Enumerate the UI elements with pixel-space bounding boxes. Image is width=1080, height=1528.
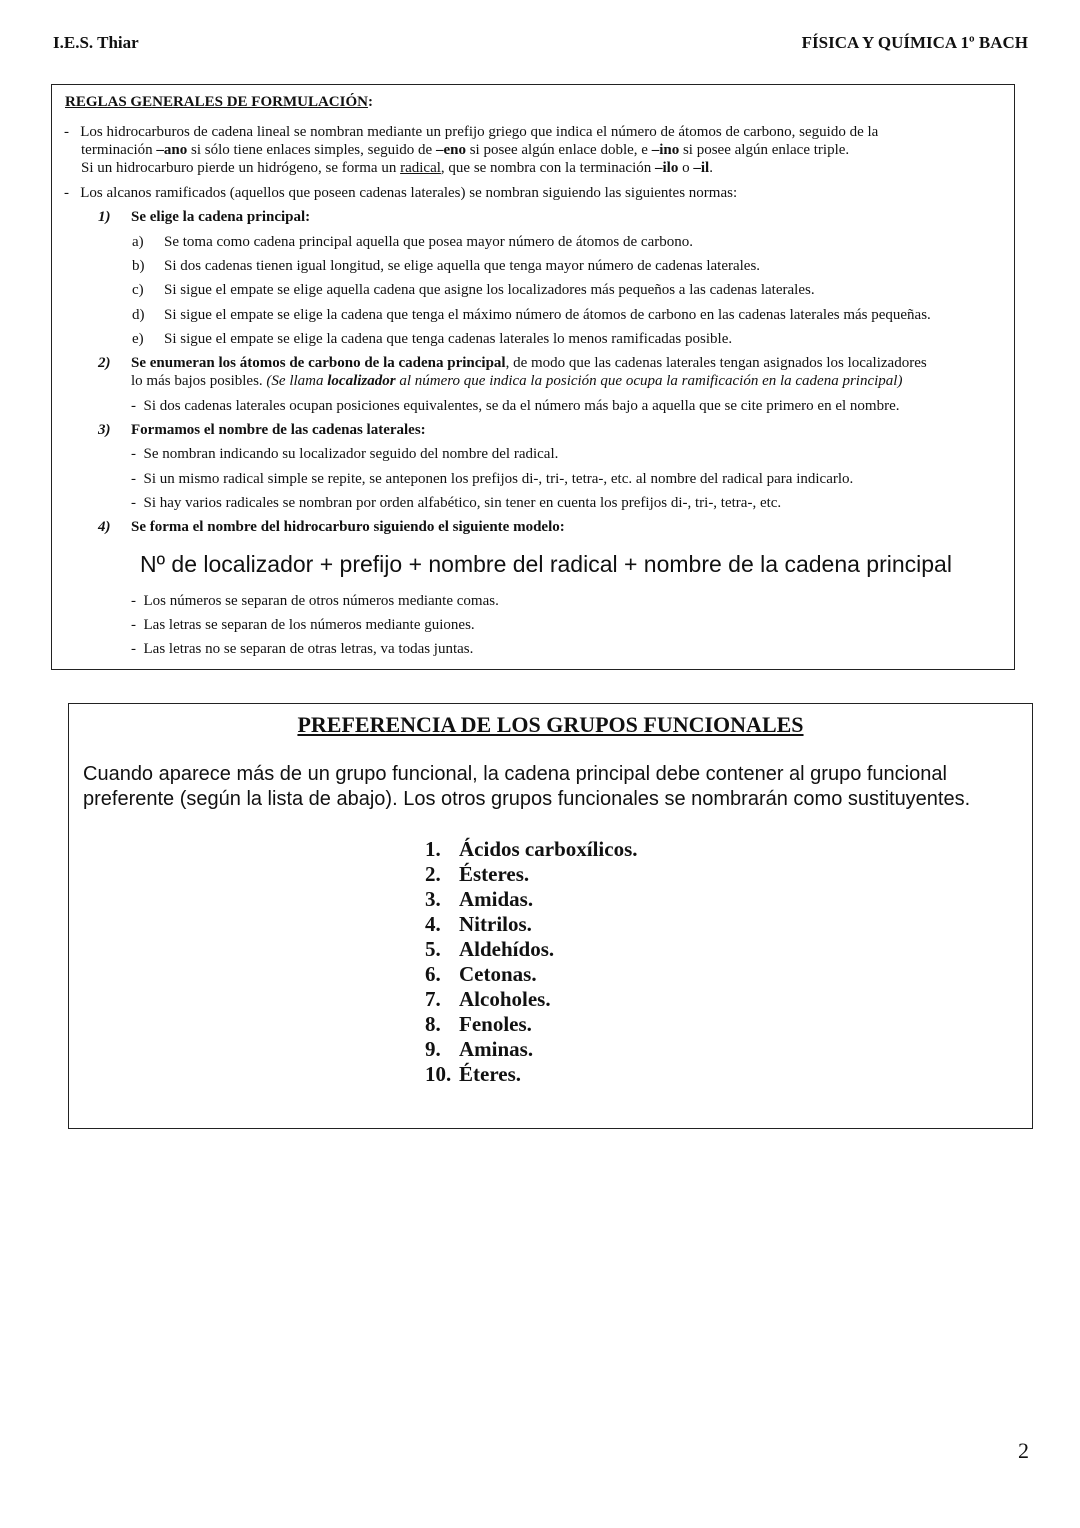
list-item: 4. Nitrilos. (425, 912, 532, 936)
step-1-item-text: Si dos cadenas tienen igual longitud, se elige aquella que tenga mayor número de cadenas laterales. (164, 258, 761, 274)
step-1-item-letter: b) (132, 258, 145, 274)
step-1-item-letter: e) (132, 331, 144, 347)
step-4-number: 4) (98, 519, 111, 535)
list-item: 10. Éteres. (425, 1062, 522, 1086)
step-4-bullet: - Las letras no se separan de otras letras, va todas juntas. (131, 641, 474, 657)
step-3-bullet: - Si hay varios radicales se nombran por orden alfabético, sin tener en cuenta los prefijos di-, tri-, tetra-, etc. (131, 495, 782, 511)
step-4-title: Se forma el nombre del hidrocarburo siguiendo el siguiente modelo: (131, 519, 565, 535)
list-item: 1. Ácidos carboxílicos. (425, 837, 638, 861)
functional-group-preference-box (68, 703, 1033, 1129)
step-1-title: Se elige la cadena principal: (131, 209, 311, 225)
page-number: 2 (1018, 1438, 1029, 1463)
radical-term: radical (400, 160, 441, 176)
rule-paragraph-2: - Los alcanos ramificados (aquellos que poseen cadenas laterales) se nombran siguiendo las siguientes normas: (64, 185, 738, 201)
step-2-bullet: - Si dos cadenas laterales ocupan posiciones equivalentes, se da el número más bajo a aquella que se cite primero en el nombre. (131, 398, 900, 414)
list-item: 8. Fenoles. (425, 1012, 532, 1036)
step-4-bullet: - Las letras se separan de los números mediante guiones. (131, 617, 475, 633)
list-item: 5. Aldehídos. (425, 937, 555, 961)
step-3-bullet: - Se nombran indicando su localizador seguido del nombre del radical. (131, 446, 559, 462)
step-4-bullet: - Los números se separan de otros números mediante comas. (131, 593, 499, 609)
subject-title: FÍSICA Y QUÍMICA 1º BACH (801, 33, 1028, 52)
preference-list (425, 837, 638, 1087)
rules-heading: REGLAS GENERALES DE FORMULACIÓN: (65, 94, 373, 110)
preference-intro: Cuando aparece más de un grupo funcional, la cadena principal debe contener al grupo funcional preferente (según la lista de abajo). Los otros grupos funcionales se nombrarán como sustituyentes. (83, 763, 971, 810)
school-name: I.E.S. Thiar (53, 33, 139, 52)
preference-title: PREFERENCIA DE LOS GRUPOS FUNCIONALES (297, 712, 804, 737)
step-1-item-letter: d) (132, 307, 145, 323)
formulation-rules-box (51, 84, 1015, 670)
step-1-item-letter: a) (132, 234, 144, 250)
step-1-item-text: Si sigue el empate se elige aquella cadena que asigne los localizadores más pequeños a las cadenas laterales. (164, 282, 815, 298)
step-3-title: Formamos el nombre de las cadenas laterales: (131, 422, 426, 438)
list-item: 9. Aminas. (425, 1037, 534, 1061)
step-3-number: 3) (98, 422, 111, 438)
name-formula: Nº de localizador + prefijo + nombre del radical + nombre de la cadena principal (140, 551, 952, 577)
step-2-text: Se enumeran los átomos de carbono de la cadena principal, de modo que las cadenas laterales tengan asignados los localizadores (131, 355, 927, 371)
rule-paragraph-1-line2: terminación –ano si sólo tiene enlaces simples, seguido de –eno si posee algún enlace doble, e –ino si posee algún enlace triple. (81, 142, 850, 158)
step-1-item-letter: c) (132, 282, 144, 298)
list-item: 2. Ésteres. (425, 862, 530, 886)
step-2-text-line2: lo más bajos posibles. (Se llama localizador al número que indica la posición que ocupa la ramificación en la cadena principal) (131, 373, 903, 389)
step-1-item-text: Se toma como cadena principal aquella que posea mayor número de átomos de carbono. (164, 234, 693, 250)
list-item: 3. Amidas. (425, 887, 534, 911)
list-item: 6. Cetonas. (425, 962, 537, 986)
list-item: 7. Alcoholes. (425, 987, 551, 1011)
step-3-bullet: - Si un mismo radical simple se repite, se anteponen los prefijos di-, tri-, tetra-, etc. al nombre del radical para indicarlo. (131, 471, 854, 487)
rule-paragraph-1-line3: Si un hidrocarburo pierde un hidrógeno, se forma un radical, que se nombra con la terminación –ilo o –il. (81, 160, 713, 176)
step-1-item-text: Si sigue el empate se elige la cadena que tenga el máximo número de átomos de carbono en las cadenas laterales más pequeñas. (164, 307, 931, 323)
step-2-number: 2) (98, 355, 111, 371)
step-1-number: 1) (98, 209, 111, 225)
rule-paragraph-1: - Los hidrocarburos de cadena lineal se nombran mediante un prefijo griego que indica el número de átomos de carbono, seguido de la (64, 124, 879, 140)
step-1-item-text: Si sigue el empate se elige la cadena que tenga cadenas laterales lo menos ramificadas posible. (164, 331, 733, 347)
